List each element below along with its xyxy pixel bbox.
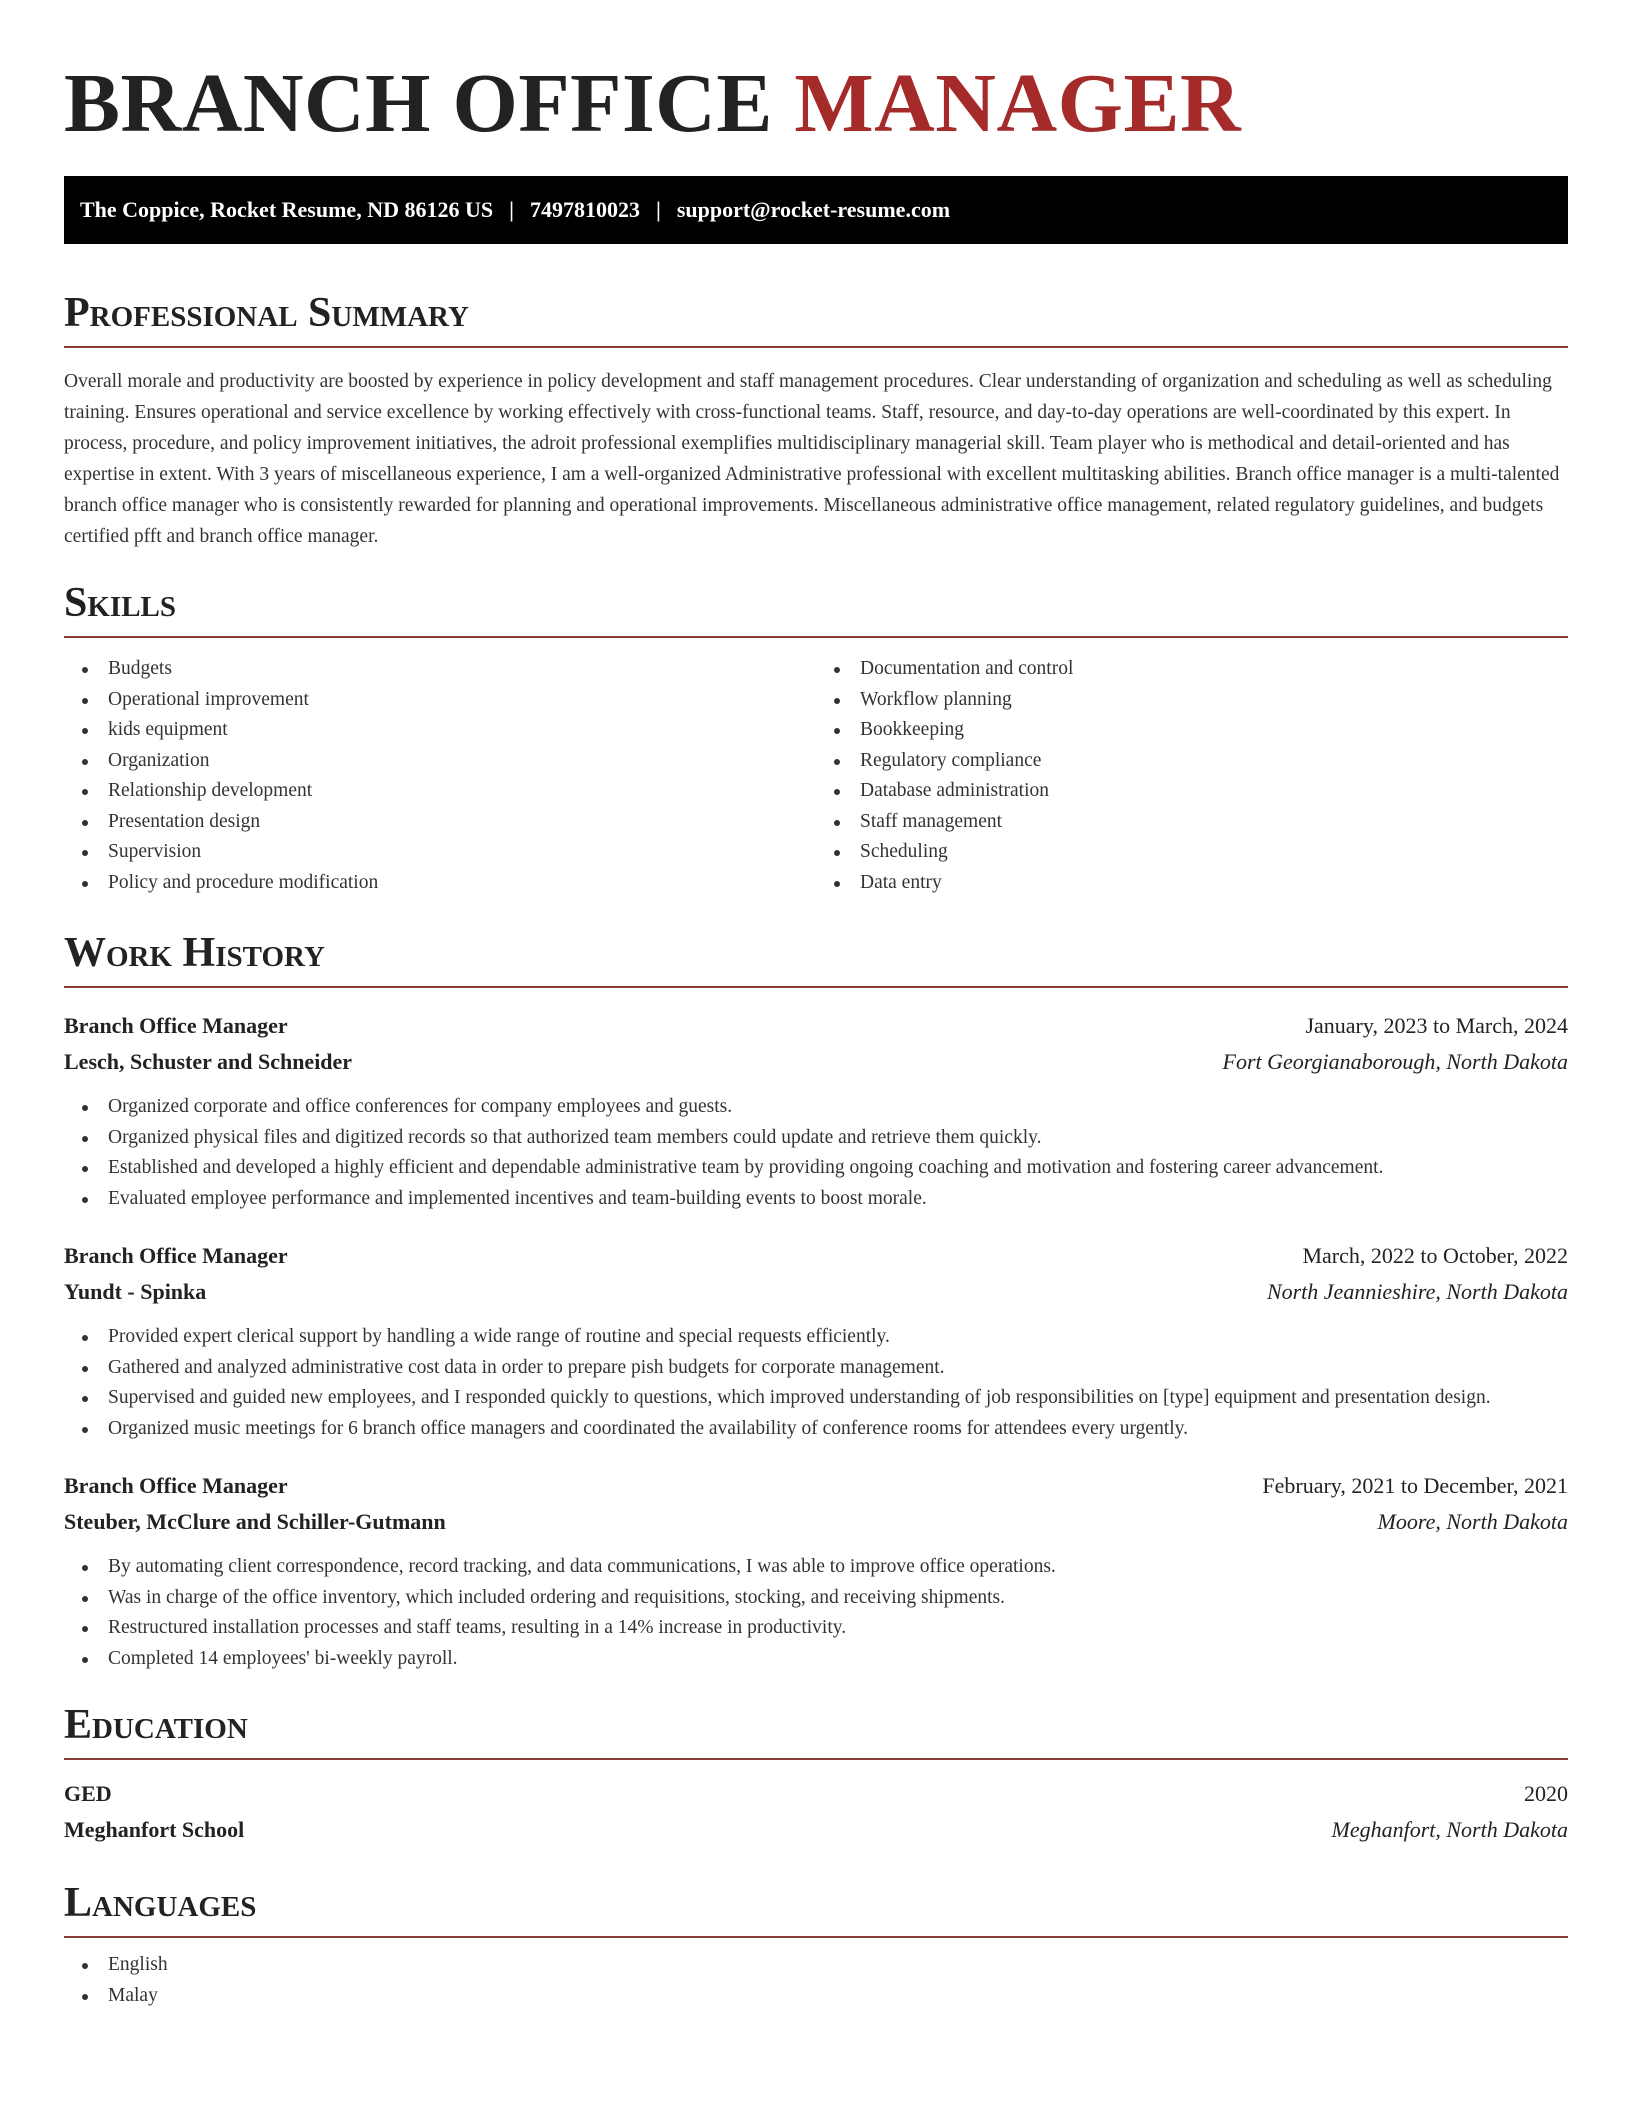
job-bullet: Organized physical files and digitized records so that authorized team members could update and retrieve them quickly. bbox=[108, 1123, 1568, 1154]
job-bullet: By automating client correspondence, record tracking, and data communications, I was able to improve office operations. bbox=[108, 1552, 1568, 1583]
job-company: Lesch, Schuster and Schneider bbox=[64, 1049, 353, 1074]
job-bullets bbox=[64, 1322, 1568, 1444]
job-company-row bbox=[64, 1044, 1568, 1080]
languages-list bbox=[64, 1950, 1568, 2011]
skill-item: Bookkeeping bbox=[860, 715, 1568, 746]
job-bullets bbox=[64, 1552, 1568, 1674]
job-header-row bbox=[64, 1238, 1568, 1274]
contact-separator: | bbox=[655, 197, 661, 222]
job-bullet: Established and developed a highly efficient and dependable administrative team by providing ongoing coaching and motivation and fostering career advancement. bbox=[108, 1153, 1568, 1184]
resume-page bbox=[64, 0, 1568, 2011]
language-item: English bbox=[108, 1950, 1568, 1981]
job-bullet: Provided expert clerical support by handling a wide range of routine and special requests efficiently. bbox=[108, 1322, 1568, 1353]
job-location: North Jeannieshire, North Dakota bbox=[1266, 1279, 1568, 1304]
work-history-heading: Work History bbox=[64, 928, 1568, 988]
job-dates: January, 2023 to March, 2024 bbox=[1305, 1013, 1568, 1038]
skills-column-left bbox=[64, 654, 816, 898]
contact-address: The Coppice, Rocket Resume, ND 86126 US bbox=[80, 197, 494, 222]
skill-item: Operational improvement bbox=[108, 685, 816, 716]
job-role: Branch Office Manager bbox=[64, 1243, 288, 1268]
skill-item: Staff management bbox=[860, 807, 1568, 838]
title-accent: MANAGER bbox=[794, 57, 1242, 150]
skill-item: Budgets bbox=[108, 654, 816, 685]
job-header-row bbox=[64, 1468, 1568, 1504]
skill-item: Presentation design bbox=[108, 807, 816, 838]
languages-section bbox=[64, 1878, 1568, 2011]
education-entry bbox=[64, 1776, 1568, 1848]
title-main: BRANCH OFFICE bbox=[64, 57, 773, 150]
skills-section bbox=[64, 578, 1568, 898]
job-bullet: Organized music meetings for 6 branch office managers and coordinated the availability of conference rooms for attendees every urgently. bbox=[108, 1414, 1568, 1445]
job-bullet: Completed 14 employees' bi-weekly payroll. bbox=[108, 1644, 1568, 1675]
job-bullet: Was in charge of the office inventory, which included ordering and requisitions, stocking, and receiving shipments. bbox=[108, 1583, 1568, 1614]
languages-heading: Languages bbox=[64, 1878, 1568, 1938]
skills-grid bbox=[64, 654, 1568, 898]
skills-column-right bbox=[816, 654, 1568, 898]
skill-item: Data entry bbox=[860, 868, 1568, 899]
contact-phone[interactable]: 7497810023 bbox=[529, 197, 640, 222]
skill-item: Supervision bbox=[108, 837, 816, 868]
job-bullet: Supervised and guided new employees, and I responded quickly to questions, which improved understanding of job responsibilities on [type] equipment and presentation design. bbox=[108, 1383, 1568, 1414]
contact-email[interactable]: support@rocket-resume.com bbox=[676, 197, 951, 222]
job-entry bbox=[64, 1238, 1568, 1444]
skill-item: kids equipment bbox=[108, 715, 816, 746]
job-location: Fort Georgianaborough, North Dakota bbox=[1222, 1049, 1568, 1074]
job-bullets bbox=[64, 1092, 1568, 1214]
skill-item: Relationship development bbox=[108, 776, 816, 807]
job-entry bbox=[64, 1008, 1568, 1214]
contact-bar bbox=[64, 176, 1568, 244]
skill-item: Organization bbox=[108, 746, 816, 777]
job-dates: February, 2021 to December, 2021 bbox=[1262, 1473, 1568, 1498]
job-company-row bbox=[64, 1504, 1568, 1540]
skill-item: Scheduling bbox=[860, 837, 1568, 868]
job-company-row bbox=[64, 1274, 1568, 1310]
job-dates: March, 2022 to October, 2022 bbox=[1302, 1243, 1568, 1268]
education-header-row bbox=[64, 1776, 1568, 1812]
summary-heading: Professional Summary bbox=[64, 288, 1568, 348]
skill-item: Documentation and control bbox=[860, 654, 1568, 685]
contact-separator: | bbox=[509, 197, 514, 222]
job-role: Branch Office Manager bbox=[64, 1473, 288, 1498]
job-bullet: Restructured installation processes and staff teams, resulting in a 14% increase in productivity. bbox=[108, 1613, 1568, 1644]
education-degree: GED bbox=[64, 1781, 112, 1806]
job-bullet: Evaluated employee performance and implemented incentives and team-building events to boost morale. bbox=[108, 1184, 1568, 1215]
skill-item: Regulatory compliance bbox=[860, 746, 1568, 777]
education-location: Meghanfort, North Dakota bbox=[1331, 1817, 1568, 1842]
language-item: Malay bbox=[108, 1981, 1568, 2012]
job-header-row bbox=[64, 1008, 1568, 1044]
skills-heading: Skills bbox=[64, 578, 1568, 638]
job-company: Yundt - Spinka bbox=[64, 1279, 207, 1304]
education-section bbox=[64, 1700, 1568, 1848]
skill-item: Workflow planning bbox=[860, 685, 1568, 716]
job-bullet: Gathered and analyzed administrative cost data in order to prepare pish budgets for corporate management. bbox=[108, 1353, 1568, 1384]
job-company: Steuber, McClure and Schiller-Gutmann bbox=[64, 1509, 446, 1534]
job-bullet: Organized corporate and office conferences for company employees and guests. bbox=[108, 1092, 1568, 1123]
resume-title bbox=[64, 0, 1568, 152]
education-school-row bbox=[64, 1812, 1568, 1848]
skill-item: Database administration bbox=[860, 776, 1568, 807]
job-entry bbox=[64, 1468, 1568, 1674]
education-year: 2020 bbox=[1524, 1781, 1568, 1806]
job-location: Moore, North Dakota bbox=[1377, 1509, 1568, 1534]
skill-item: Policy and procedure modification bbox=[108, 868, 816, 899]
summary-section bbox=[64, 288, 1568, 552]
summary-text: Overall morale and productivity are boosted by experience in policy development and staff management procedures. Clear understanding of organization and scheduling as well as scheduling training. Ensures operational and service excellence by working effectively with cross-functional teams. Staff, resource, and day-to-day operations are well-coordinated by this expert. In process, procedure, and policy improvement initiatives, the adroit professional exemplifies multidisciplinary managerial skill. Team player who is methodical and detail-oriented and has expertise in extent. With 3 years of miscellaneous experience, I am a well-organized Administrative professional with excellent multitasking abilities. Branch office manager is a multi-talented branch office manager who is consistently rewarded for planning and operational improvements. Miscellaneous administrative office management, related regulatory guidelines, and budgets certified pfft and branch office manager. bbox=[64, 371, 1560, 547]
education-heading: Education bbox=[64, 1700, 1568, 1760]
education-school: Meghanfort School bbox=[64, 1817, 245, 1842]
work-history-section bbox=[64, 928, 1568, 1674]
job-role: Branch Office Manager bbox=[64, 1013, 288, 1038]
